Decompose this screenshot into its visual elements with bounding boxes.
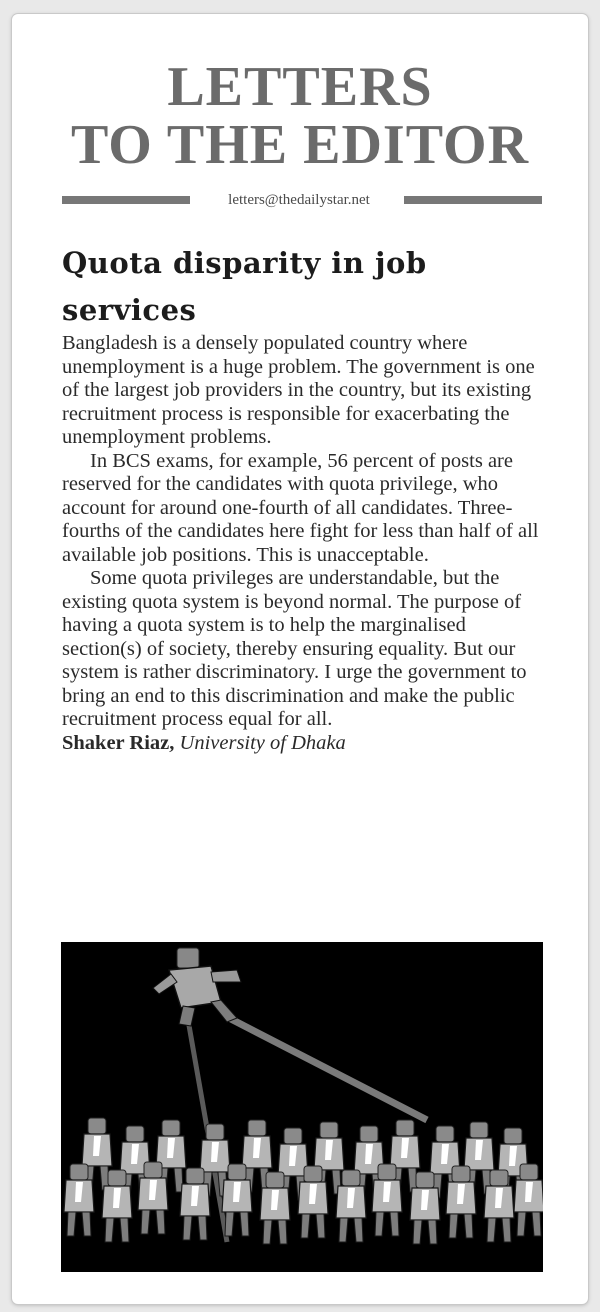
letter-headline: Quota disparity in job services bbox=[62, 246, 427, 327]
stilt-walker-illustration bbox=[61, 942, 543, 1272]
masthead bbox=[12, 58, 588, 174]
letter-signature bbox=[62, 732, 548, 756]
letter-paragraph-3: Some quota privileges are understandable, but the existing quota system is beyond normal. The purpose of having a quota system is to help the marginalised section(s) of society, thereby ensuring equality. But our system is rather discriminatory. I urge the government to bring an end to this discrimination and make the public recruitment process equal for all. bbox=[62, 567, 527, 730]
masthead-title-line2: TO THE EDITOR bbox=[70, 114, 530, 176]
stilt-walker-figure bbox=[153, 948, 241, 1026]
illustration bbox=[61, 942, 543, 1272]
author-affiliation: University of Dhaka bbox=[179, 731, 346, 754]
letter-paragraph-1: Bangladesh is a densely populated country where unemployment is a huge problem. The government is one of the largest job providers in the country, but its existing recruitment process is responsible for exacerbating the unemployment problems. bbox=[62, 332, 535, 448]
author-name: Shaker Riaz, bbox=[62, 731, 175, 754]
divider-left bbox=[62, 196, 190, 204]
email-row bbox=[62, 190, 542, 214]
editor-email: letters@thedailystar.net bbox=[228, 192, 370, 208]
divider-right bbox=[404, 196, 542, 204]
letter-body bbox=[62, 332, 548, 755]
letter-paragraph-2: In BCS exams, for example, 56 percent of posts are reserved for the candidates with quota privilege, who account for around one-fourth of all candidates. Three-fourths of the candidates here fight for less than half of all available job positions. This is unacceptable. bbox=[62, 449, 539, 566]
letters-column-card bbox=[12, 14, 588, 1304]
masthead-title-line1: LETTERS bbox=[167, 56, 433, 118]
